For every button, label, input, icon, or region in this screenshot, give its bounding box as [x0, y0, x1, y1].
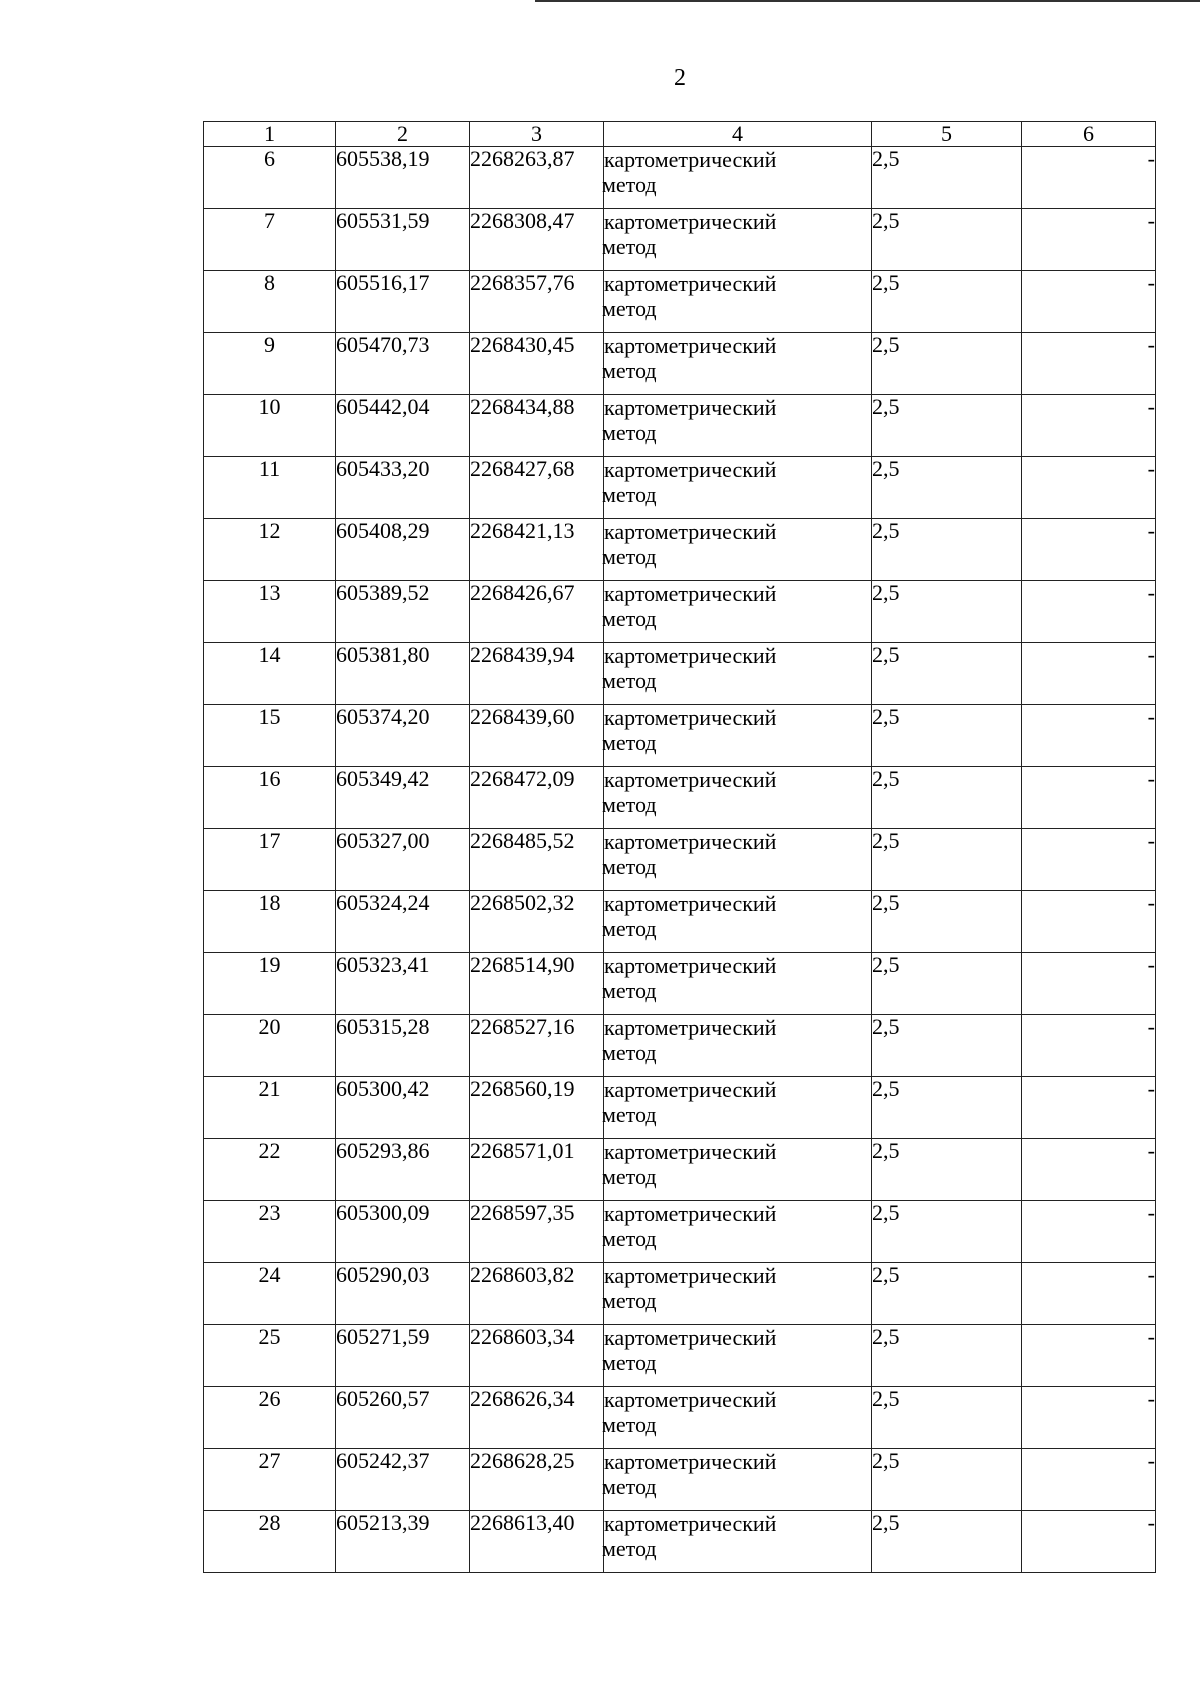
method-cell [604, 1077, 872, 1139]
page-number: 2 [674, 65, 686, 91]
accuracy-cell: 2,5 [872, 1449, 1022, 1511]
table-row [204, 271, 1156, 333]
y-coordinate-cell: 2268597,35 [470, 1201, 604, 1263]
method-cell [604, 1015, 872, 1077]
point-number-cell: 10 [204, 395, 336, 457]
table-row [204, 1449, 1156, 1511]
y-coordinate-cell: 2268626,34 [470, 1387, 604, 1449]
note-cell: - [1022, 1077, 1156, 1139]
note-cell: - [1022, 1449, 1156, 1511]
point-number-cell: 20 [204, 1015, 336, 1077]
method-cell [604, 271, 872, 333]
note-cell: - [1022, 395, 1156, 457]
accuracy-cell: 2,5 [872, 767, 1022, 829]
method-line-1: картометрический [604, 1387, 777, 1412]
note-cell: - [1022, 209, 1156, 271]
method-cell [604, 891, 872, 953]
x-coordinate-cell: 605327,00 [336, 829, 470, 891]
accuracy-cell: 2,5 [872, 1015, 1022, 1077]
method-cell [604, 395, 872, 457]
x-coordinate-cell: 605374,20 [336, 705, 470, 767]
table-row [204, 953, 1156, 1015]
y-coordinate-cell: 2268430,45 [470, 333, 604, 395]
accuracy-cell: 2,5 [872, 581, 1022, 643]
point-number-cell: 26 [204, 1387, 336, 1449]
method-line-1: картометрический [604, 829, 777, 854]
point-number-cell: 13 [204, 581, 336, 643]
method-line-1: картометрический [604, 147, 777, 172]
table-row [204, 1015, 1156, 1077]
method-line-2: метод [602, 730, 657, 755]
accuracy-cell: 2,5 [872, 395, 1022, 457]
x-coordinate-cell: 605324,24 [336, 891, 470, 953]
header-cell: 6 [1022, 122, 1156, 147]
y-coordinate-cell: 2268603,34 [470, 1325, 604, 1387]
header-cell: 2 [336, 122, 470, 147]
accuracy-cell: 2,5 [872, 271, 1022, 333]
coordinates-table [203, 121, 1156, 1573]
method-line-2: метод [602, 482, 657, 507]
note-cell: - [1022, 519, 1156, 581]
x-coordinate-cell: 605300,09 [336, 1201, 470, 1263]
x-coordinate-cell: 605242,37 [336, 1449, 470, 1511]
note-cell: - [1022, 147, 1156, 209]
method-line-2: метод [602, 1288, 657, 1313]
table-row [204, 147, 1156, 209]
x-coordinate-cell: 605349,42 [336, 767, 470, 829]
point-number-cell: 12 [204, 519, 336, 581]
y-coordinate-cell: 2268613,40 [470, 1511, 604, 1573]
method-line-1: картометрический [604, 1511, 777, 1536]
method-cell [604, 209, 872, 271]
method-line-1: картометрический [604, 457, 777, 482]
table-row [204, 643, 1156, 705]
method-line-2: метод [602, 172, 657, 197]
table-row [204, 829, 1156, 891]
accuracy-cell: 2,5 [872, 147, 1022, 209]
x-coordinate-cell: 605260,57 [336, 1387, 470, 1449]
accuracy-cell: 2,5 [872, 1201, 1022, 1263]
note-cell: - [1022, 1201, 1156, 1263]
method-line-1: картометрический [604, 395, 777, 420]
x-coordinate-cell: 605531,59 [336, 209, 470, 271]
table-row [204, 581, 1156, 643]
note-cell: - [1022, 953, 1156, 1015]
note-cell: - [1022, 643, 1156, 705]
method-line-1: картометрический [604, 891, 777, 916]
y-coordinate-cell: 2268560,19 [470, 1077, 604, 1139]
x-coordinate-cell: 605300,42 [336, 1077, 470, 1139]
x-coordinate-cell: 605323,41 [336, 953, 470, 1015]
table-body [204, 147, 1156, 1573]
method-cell [604, 519, 872, 581]
point-number-cell: 21 [204, 1077, 336, 1139]
method-line-2: метод [602, 792, 657, 817]
point-number-cell: 17 [204, 829, 336, 891]
table-row [204, 519, 1156, 581]
point-number-cell: 22 [204, 1139, 336, 1201]
y-coordinate-cell: 2268426,67 [470, 581, 604, 643]
note-cell: - [1022, 1325, 1156, 1387]
method-line-1: картометрический [604, 1201, 777, 1226]
x-coordinate-cell: 605271,59 [336, 1325, 470, 1387]
y-coordinate-cell: 2268502,32 [470, 891, 604, 953]
point-number-cell: 15 [204, 705, 336, 767]
method-line-1: картометрический [604, 1077, 777, 1102]
accuracy-cell: 2,5 [872, 1325, 1022, 1387]
x-coordinate-cell: 605408,29 [336, 519, 470, 581]
x-coordinate-cell: 605290,03 [336, 1263, 470, 1325]
x-coordinate-cell: 605442,04 [336, 395, 470, 457]
table-row [204, 395, 1156, 457]
method-line-2: метод [602, 606, 657, 631]
x-coordinate-cell: 605538,19 [336, 147, 470, 209]
header-cell: 1 [204, 122, 336, 147]
header-cell: 3 [470, 122, 604, 147]
method-cell [604, 953, 872, 1015]
point-number-cell: 7 [204, 209, 336, 271]
y-coordinate-cell: 2268628,25 [470, 1449, 604, 1511]
method-line-2: метод [602, 916, 657, 941]
table-row [204, 333, 1156, 395]
accuracy-cell: 2,5 [872, 1511, 1022, 1573]
table-row [204, 1077, 1156, 1139]
table-row [204, 767, 1156, 829]
table-row [204, 209, 1156, 271]
top-rule [535, 0, 1200, 2]
table-row [204, 1511, 1156, 1573]
table-row [204, 1201, 1156, 1263]
method-line-2: метод [602, 296, 657, 321]
method-line-1: картометрический [604, 581, 777, 606]
method-line-1: картометрический [604, 1325, 777, 1350]
method-line-2: метод [602, 420, 657, 445]
method-line-2: метод [602, 1226, 657, 1251]
point-number-cell: 16 [204, 767, 336, 829]
accuracy-cell: 2,5 [872, 1263, 1022, 1325]
accuracy-cell: 2,5 [872, 333, 1022, 395]
note-cell: - [1022, 891, 1156, 953]
accuracy-cell: 2,5 [872, 1077, 1022, 1139]
method-line-2: метод [602, 978, 657, 1003]
point-number-cell: 23 [204, 1201, 336, 1263]
method-cell [604, 457, 872, 519]
y-coordinate-cell: 2268485,52 [470, 829, 604, 891]
point-number-cell: 11 [204, 457, 336, 519]
method-line-1: картометрический [604, 1139, 777, 1164]
accuracy-cell: 2,5 [872, 519, 1022, 581]
method-line-1: картометрический [604, 705, 777, 730]
note-cell: - [1022, 1387, 1156, 1449]
method-cell [604, 147, 872, 209]
method-line-1: картометрический [604, 1449, 777, 1474]
y-coordinate-cell: 2268434,88 [470, 395, 604, 457]
method-line-2: метод [602, 1164, 657, 1189]
x-coordinate-cell: 605470,73 [336, 333, 470, 395]
note-cell: - [1022, 333, 1156, 395]
point-number-cell: 18 [204, 891, 336, 953]
header-cell: 4 [604, 122, 872, 147]
method-cell [604, 829, 872, 891]
x-coordinate-cell: 605381,80 [336, 643, 470, 705]
y-coordinate-cell: 2268571,01 [470, 1139, 604, 1201]
x-coordinate-cell: 605433,20 [336, 457, 470, 519]
y-coordinate-cell: 2268357,76 [470, 271, 604, 333]
method-line-2: метод [602, 1474, 657, 1499]
header-row [204, 122, 1156, 147]
x-coordinate-cell: 605516,17 [336, 271, 470, 333]
method-line-2: метод [602, 854, 657, 879]
y-coordinate-cell: 2268514,90 [470, 953, 604, 1015]
point-number-cell: 27 [204, 1449, 336, 1511]
method-cell [604, 1263, 872, 1325]
method-cell [604, 1511, 872, 1573]
note-cell: - [1022, 767, 1156, 829]
method-cell [604, 1325, 872, 1387]
accuracy-cell: 2,5 [872, 891, 1022, 953]
note-cell: - [1022, 1263, 1156, 1325]
x-coordinate-cell: 605389,52 [336, 581, 470, 643]
method-cell [604, 767, 872, 829]
note-cell: - [1022, 1511, 1156, 1573]
accuracy-cell: 2,5 [872, 705, 1022, 767]
note-cell: - [1022, 1139, 1156, 1201]
method-line-1: картометрический [604, 1015, 777, 1040]
method-cell [604, 581, 872, 643]
table-row [204, 1325, 1156, 1387]
y-coordinate-cell: 2268427,68 [470, 457, 604, 519]
y-coordinate-cell: 2268308,47 [470, 209, 604, 271]
method-line-1: картометрический [604, 519, 777, 544]
y-coordinate-cell: 2268472,09 [470, 767, 604, 829]
x-coordinate-cell: 605213,39 [336, 1511, 470, 1573]
method-cell [604, 643, 872, 705]
note-cell: - [1022, 271, 1156, 333]
table-row [204, 705, 1156, 767]
note-cell: - [1022, 457, 1156, 519]
accuracy-cell: 2,5 [872, 457, 1022, 519]
point-number-cell: 25 [204, 1325, 336, 1387]
method-line-1: картометрический [604, 333, 777, 358]
y-coordinate-cell: 2268421,13 [470, 519, 604, 581]
method-cell [604, 1201, 872, 1263]
y-coordinate-cell: 2268263,87 [470, 147, 604, 209]
accuracy-cell: 2,5 [872, 829, 1022, 891]
method-line-1: картометрический [604, 953, 777, 978]
x-coordinate-cell: 605293,86 [336, 1139, 470, 1201]
y-coordinate-cell: 2268439,60 [470, 705, 604, 767]
table-row [204, 457, 1156, 519]
method-cell [604, 1449, 872, 1511]
y-coordinate-cell: 2268527,16 [470, 1015, 604, 1077]
note-cell: - [1022, 1015, 1156, 1077]
point-number-cell: 8 [204, 271, 336, 333]
note-cell: - [1022, 581, 1156, 643]
method-cell [604, 705, 872, 767]
point-number-cell: 9 [204, 333, 336, 395]
accuracy-cell: 2,5 [872, 209, 1022, 271]
method-line-1: картометрический [604, 209, 777, 234]
point-number-cell: 14 [204, 643, 336, 705]
point-number-cell: 24 [204, 1263, 336, 1325]
method-line-2: метод [602, 1536, 657, 1561]
y-coordinate-cell: 2268439,94 [470, 643, 604, 705]
table-row [204, 1263, 1156, 1325]
note-cell: - [1022, 829, 1156, 891]
method-line-1: картометрический [604, 767, 777, 792]
method-line-2: метод [602, 1040, 657, 1065]
method-cell [604, 1139, 872, 1201]
method-line-2: метод [602, 544, 657, 569]
method-cell [604, 1387, 872, 1449]
point-number-cell: 6 [204, 147, 336, 209]
table-row [204, 891, 1156, 953]
method-cell [604, 333, 872, 395]
accuracy-cell: 2,5 [872, 643, 1022, 705]
header-cell: 5 [872, 122, 1022, 147]
method-line-2: метод [602, 234, 657, 259]
method-line-1: картометрический [604, 271, 777, 296]
accuracy-cell: 2,5 [872, 953, 1022, 1015]
table-row [204, 1387, 1156, 1449]
accuracy-cell: 2,5 [872, 1387, 1022, 1449]
x-coordinate-cell: 605315,28 [336, 1015, 470, 1077]
note-cell: - [1022, 705, 1156, 767]
method-line-1: картометрический [604, 1263, 777, 1288]
method-line-2: метод [602, 1412, 657, 1437]
method-line-1: картометрический [604, 643, 777, 668]
method-line-2: метод [602, 1102, 657, 1127]
accuracy-cell: 2,5 [872, 1139, 1022, 1201]
method-line-2: метод [602, 668, 657, 693]
point-number-cell: 28 [204, 1511, 336, 1573]
y-coordinate-cell: 2268603,82 [470, 1263, 604, 1325]
method-line-2: метод [602, 1350, 657, 1375]
method-line-2: метод [602, 358, 657, 383]
table-row [204, 1139, 1156, 1201]
point-number-cell: 19 [204, 953, 336, 1015]
